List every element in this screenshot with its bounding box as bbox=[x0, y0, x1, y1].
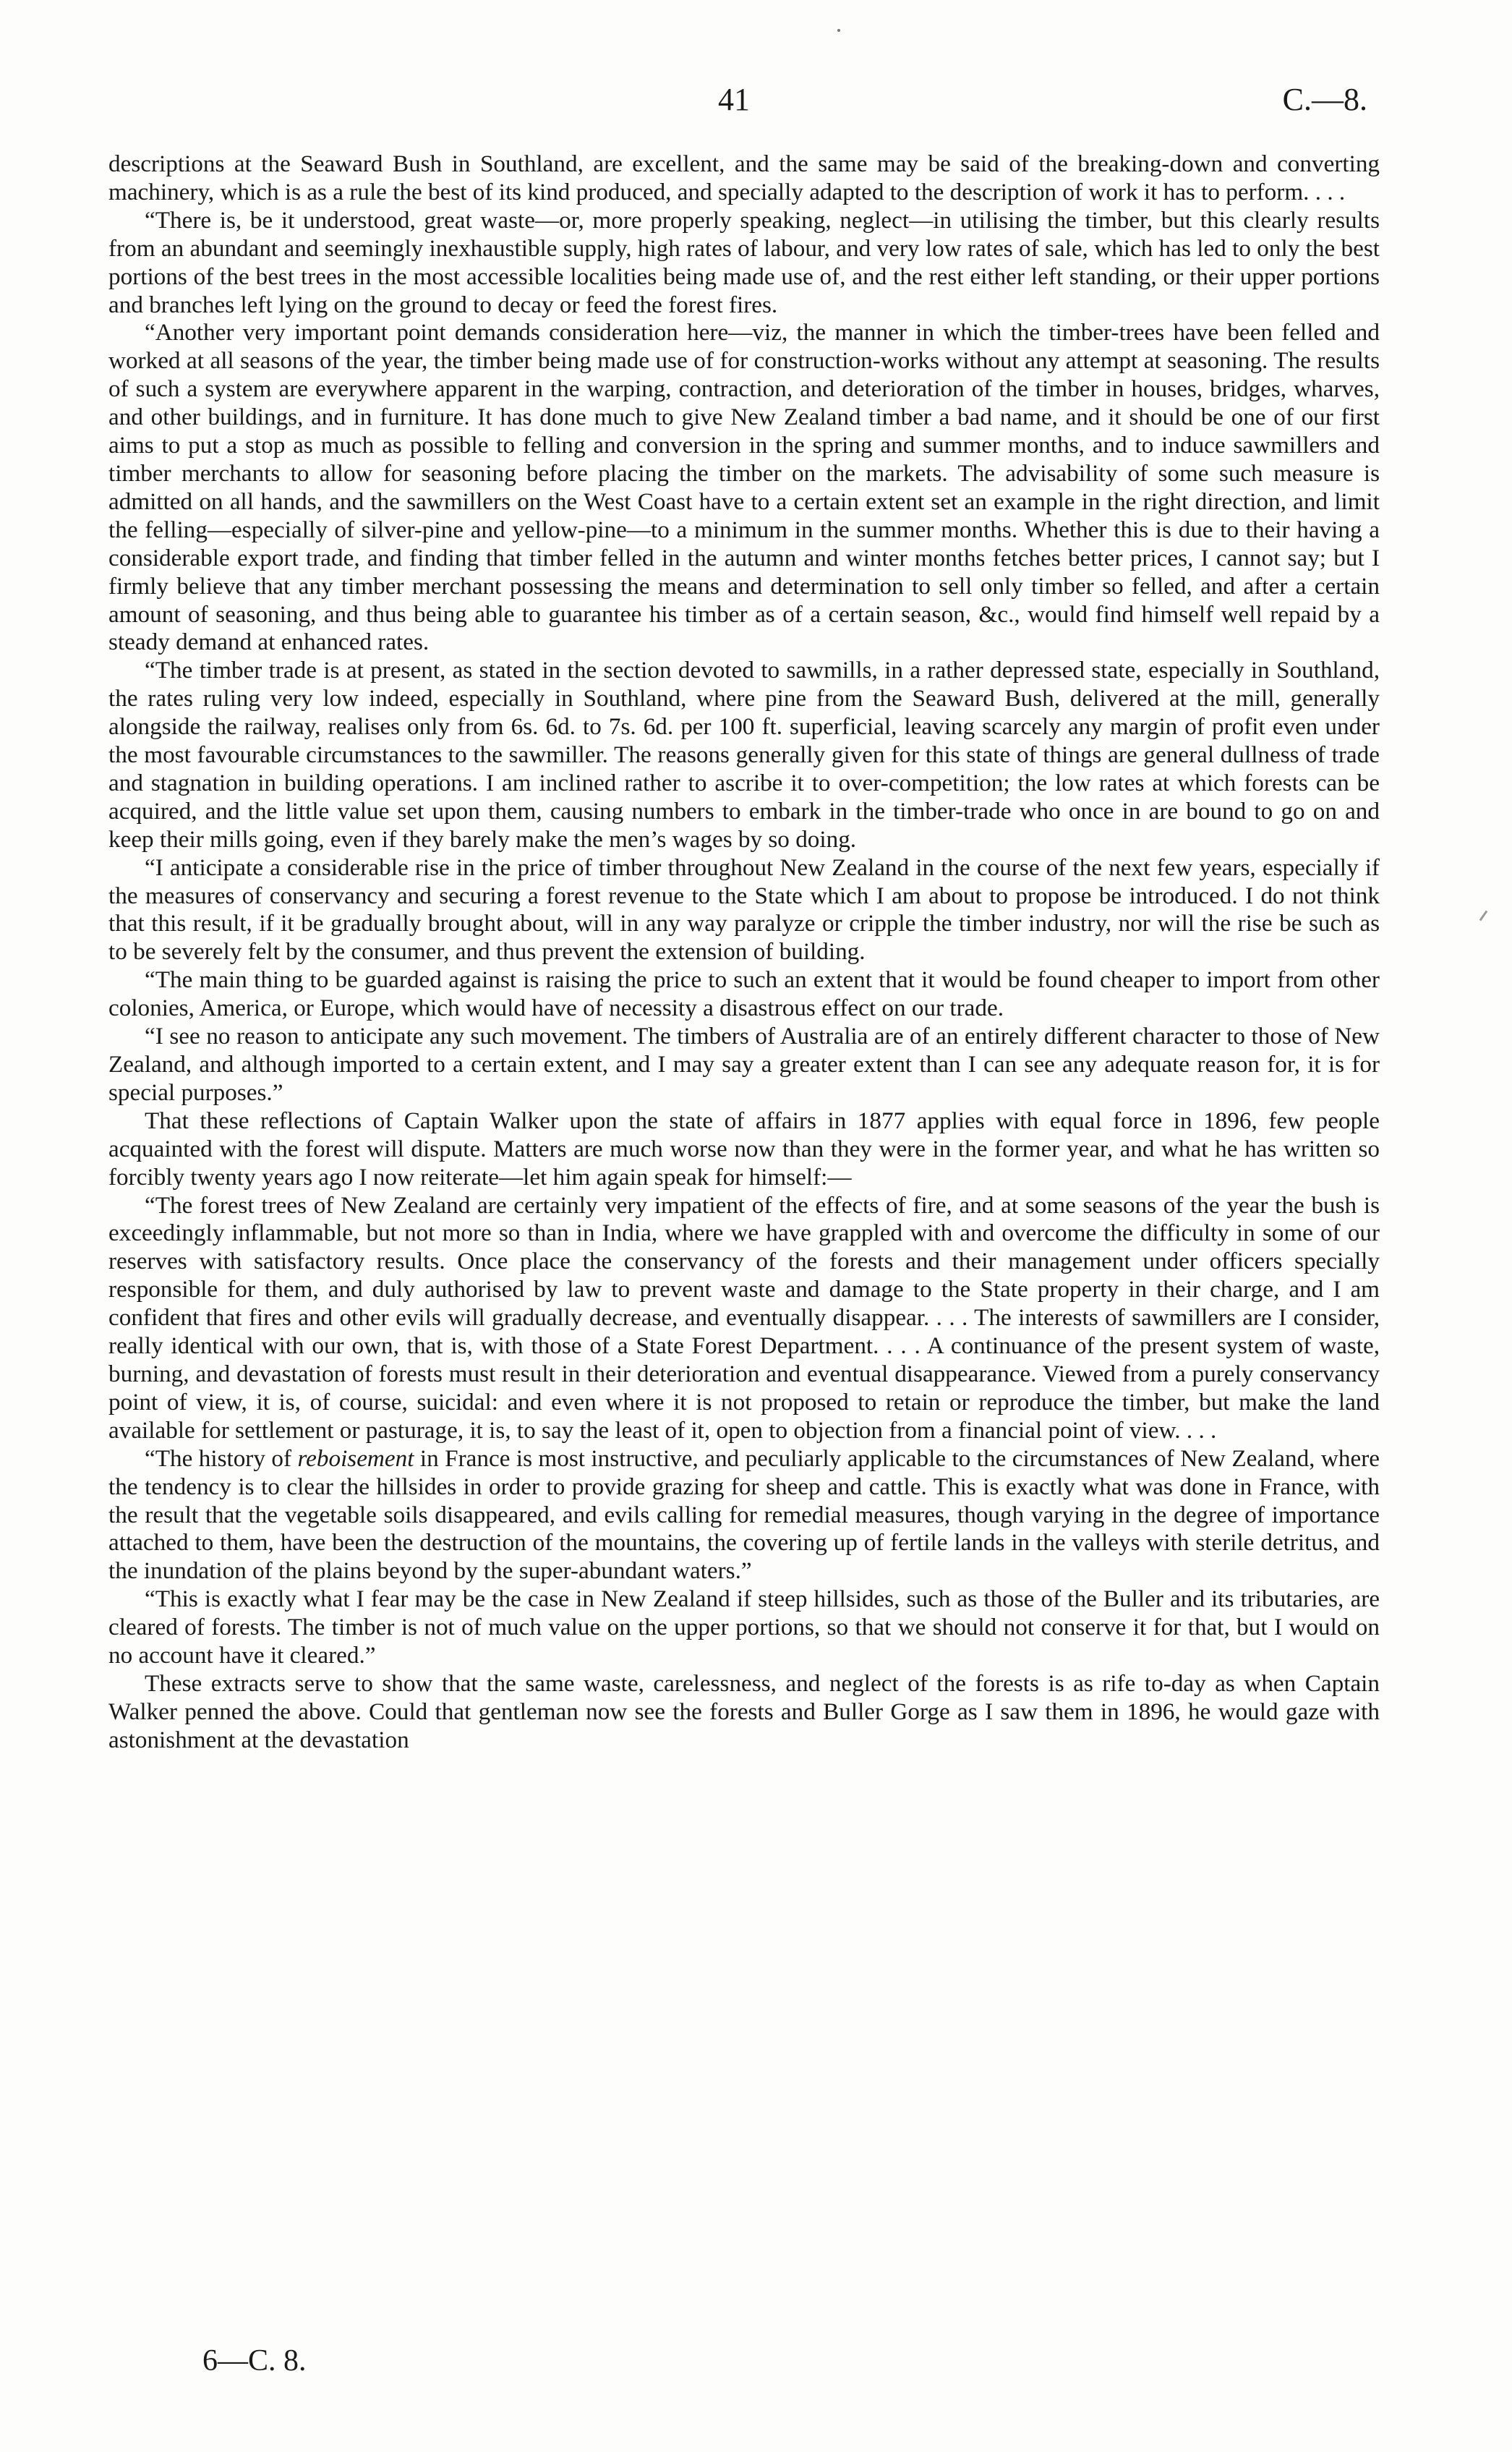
margin-mark bbox=[1479, 911, 1488, 921]
paragraph: “The forest trees of New Zealand are certainly very impatient of the effects of fire, and at some seasons of the year the bush is exceedingly inflammable, but not more so than in India, where we have grappled with and overcome the difficulty in some of our reserves with satisfactory results. Once place the conservancy of the forests and their management under officers specially responsible for them, and duly authorised by law to prevent waste and damage to the State property in their charge, and I am confident that fires and other evils will gradually decrease, and eventually disappear. . . . The interests of sawmillers are I consider, really identical with our own, that is, with those of a State Forest Department. . . . A continuance of the present system of waste, burning, and devastation of forests must result in their deterioration and eventual disappearance. Viewed from a purely conservancy point of view, it is, of course, suicidal: and even where it is not proposed to retain or reproduce the timber, but make the land available for settlement or pasturage, it is, to say the least of it, open to objection from a financial point of view. . . . bbox=[108, 1191, 1380, 1444]
body-text bbox=[108, 150, 1380, 1755]
paragraph: “There is, be it understood, great waste—or, more properly speaking, neglect—in utilising the timber, but this clearly results from an abundant and seemingly inexhaustible supply, high rates of labour, and very low rates of sale, which has led to only the best portions of the best trees in the most accessible localities being made use of, and the rest either left standing, or their upper portions and branches left lying on the ground to decay or feed the forest fires. bbox=[108, 206, 1380, 318]
document-code: C.—8. bbox=[1282, 82, 1367, 117]
italic-term: reboisement bbox=[297, 1444, 414, 1472]
signature-mark: 6—C. 8. bbox=[202, 2344, 307, 2377]
paragraph: “I see no reason to anticipate any such movement. The timbers of Australia are of an entirely different character to those of New Zealand, and although imported to a certain extent, and I may say a greater extent than I can see any adequate reason for, it is for special purposes.” bbox=[108, 1023, 1380, 1106]
paragraph: That these reflections of Captain Walker upon the state of affairs in 1877 applies with equal force in 1896, few people acquainted with the forest will dispute. Matters are much worse now than they were in the former year, and what he has written so forcibly twenty years ago I now reiterate—let him again speak for himself:— bbox=[108, 1107, 1380, 1191]
paragraph-text: “The history of bbox=[145, 1444, 298, 1472]
page-number: 41 bbox=[718, 82, 750, 117]
paragraph: “Another very important point demands consideration here—viz, the manner in which the timber-trees have been felled and worked at all seasons of the year, the timber being made use of for construction-works without any attempt at seasoning. The results of such a system are everywhere apparent in the warping, contraction, and deterioration of the timber in houses, bridges, wharves, and other buildings, and in furniture. It has done much to give New Zealand timber a bad name, and it should be one of our first aims to put a stop as much as possible to felling and conversion in the spring and summer months, and to induce sawmillers and timber merchants to allow for seasoning before placing the timber on the markets. The advisability of some such measure is admitted on all hands, and the sawmillers on the West Coast have to a certain extent set an example in the right direction, and limit the felling—especially of silver-pine and yellow-pine—to a minimum in the summer months. Whether this is due to their having a considerable export trade, and finding that timber felled in the autumn and winter months fetches better prices, I cannot say; but I firmly believe that any timber merchant possessing the means and determination to sell only timber so felled, and after a certain amount of seasoning, and thus being able to guarantee his timber as of a certain season, &c., would find himself well repaid by a steady demand at enhanced rates. bbox=[108, 319, 1380, 656]
paragraph: “The main thing to be guarded against is raising the price to such an extent that it would be found cheaper to import from other colonies, America, or Europe, which would have of necessity a disastrous effect on our trade. bbox=[108, 966, 1380, 1022]
paragraph: “I anticipate a considerable rise in the price of timber throughout New Zealand in the course of the next few years, especially if the measures of conservancy and securing a forest revenue to the State which I am about to propose be introduced. I do not think that this result, if it be gradually brought about, will in any way paralyze or cripple the timber industry, nor will the rise be such as to be severely felt by the consumer, and thus prevent the extension of building. bbox=[108, 853, 1380, 966]
ink-speck bbox=[837, 29, 840, 32]
paragraph-text: in France is most instructive, and peculiarly applicable to the circumstances of New Zealand, where the tendency is to clear the hillsides in order to provide grazing for sheep and cattle. This is exactly what was done in France, with the result that the vegetable soils disappeared, and evils calling for remedial measures, though varying in the degree of importance attached to them, have been the destruction of the mountains, the covering up of fertile lands in the valleys with sterile detritus, and the inundation of the plains beyond by the super-abundant waters.” bbox=[108, 1444, 1380, 1585]
page-header bbox=[0, 81, 1512, 132]
paragraph: These extracts serve to show that the same waste, carelessness, and neglect of the forests is as rife to-day as when Captain Walker penned the above. Could that gentleman now see the forests and Buller Gorge as I saw them in 1896, he would gaze with astonishment at the devastation bbox=[108, 1669, 1380, 1753]
paragraph bbox=[108, 1445, 1380, 1586]
paragraph: “The timber trade is at present, as stated in the section devoted to sawmills, in a rather depressed state, especially in Southland, the rates ruling very low indeed, especially in Southland, where pine from the Seaward Bush, delivered at the mill, generally alongside the railway, realises only from 6s. 6d. to 7s. 6d. per 100 ft. superficial, leaving scarcely any margin of profit even under the most favourable circumstances to the sawmiller. The reasons generally given for this state of things are general dullness of trade and stagnation in building operations. I am inclined rather to ascribe it to over-competition; the low rates at which forests can be acquired, and the little value set upon them, causing numbers to embark in the timber-trade who once in are bound to go on and keep their mills going, even if they barely make the men’s wages by so doing. bbox=[108, 657, 1380, 853]
paragraph: descriptions at the Seaward Bush in Southland, are excellent, and the same may be said of the breaking-down and converting machinery, which is as a rule the best of its kind produced, and specially adapted to the description of work it has to perform. . . . bbox=[108, 150, 1380, 205]
paragraph: “This is exactly what I fear may be the case in New Zealand if steep hillsides, such as those of the Buller and its tributaries, are cleared of forests. The timber is not of much value on the upper portions, so that we should not conserve it for that, but I would on no account have it cleared.” bbox=[108, 1585, 1380, 1669]
